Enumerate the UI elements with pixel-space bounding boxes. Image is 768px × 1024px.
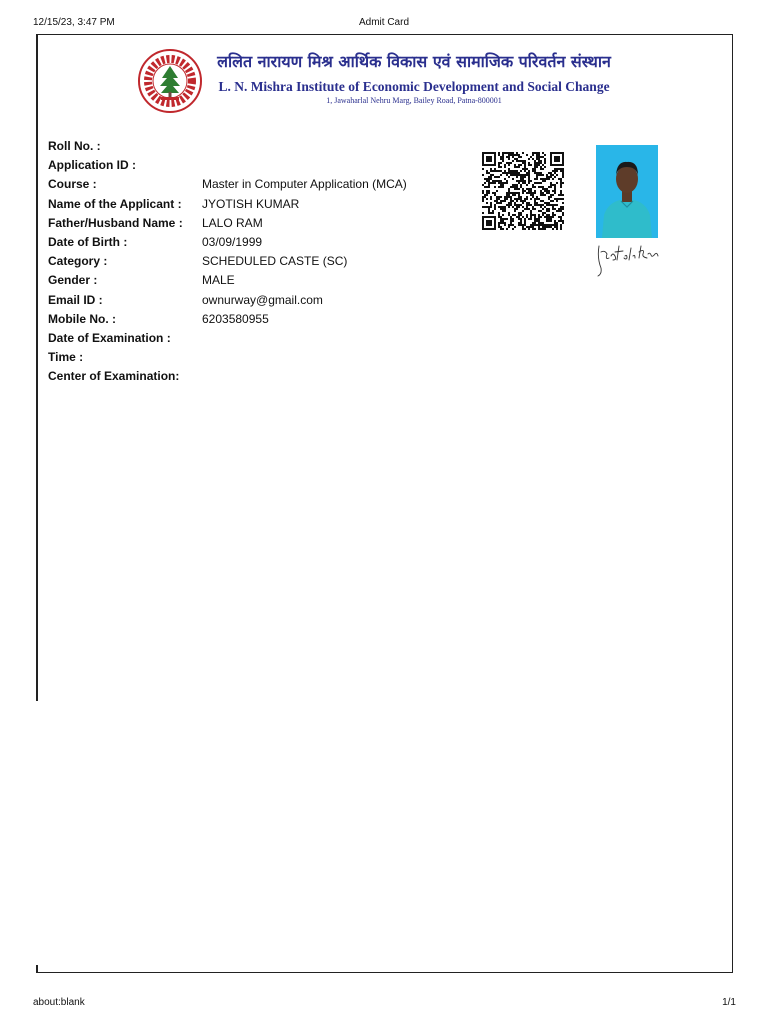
institute-address: 1, Jawaharlal Nehru Marg, Bailey Road, Patna-800001: [326, 96, 502, 105]
field-row: [48, 252, 488, 271]
field-label: Mobile No. :: [48, 311, 116, 326]
field-value: Master in Computer Application (MCA): [202, 177, 407, 192]
field-row: [48, 310, 488, 329]
field-label: Category :: [48, 254, 108, 269]
field-value: 6203580955: [202, 311, 269, 326]
applicant-signature: [593, 238, 663, 278]
field-value: LALO RAM: [202, 215, 263, 230]
institute-name-hindi: ललित नारायण मिश्र आर्थिक विकास एवं सामाजिक परिवर्तन संस्थान: [217, 52, 611, 71]
field-label: Email ID :: [48, 292, 103, 307]
field-label: Application ID :: [48, 158, 136, 173]
institute-banner: [137, 45, 623, 113]
field-label: Roll No. :: [48, 139, 101, 153]
field-label: Course :: [48, 177, 97, 192]
field-row: [48, 214, 488, 233]
field-row: [48, 348, 488, 367]
field-row: [48, 329, 488, 348]
qr-code-icon: [482, 152, 564, 230]
card-bottom-left-tick: [36, 965, 38, 973]
applicant-photo: [596, 145, 658, 238]
card-left-border: [36, 34, 38, 701]
institute-emblem-icon: [137, 48, 203, 114]
field-label: Date of Birth :: [48, 234, 128, 249]
field-value: 03/09/1999: [202, 234, 263, 249]
field-label: Date of Examination :: [48, 330, 171, 345]
field-value: MALE: [202, 273, 235, 288]
field-row: [48, 175, 488, 194]
field-value: JYOTISH KUMAR: [202, 196, 300, 211]
print-footer: [0, 997, 768, 1011]
field-label: Gender :: [48, 273, 98, 288]
applicant-details: [48, 137, 488, 386]
field-row: [48, 156, 488, 175]
field-row: [48, 367, 488, 386]
print-page-number: 1/1: [722, 997, 736, 1008]
field-row: [48, 271, 488, 290]
field-row: [48, 137, 488, 156]
field-label: Father/Husband Name :: [48, 215, 183, 230]
admit-card: [37, 34, 733, 973]
field-value: ownurway@gmail.com: [202, 292, 323, 307]
print-header: [0, 17, 768, 31]
field-row: [48, 291, 488, 310]
field-row: [48, 233, 488, 252]
field-label: Time :: [48, 350, 84, 365]
print-page-title: Admit Card: [358, 17, 409, 28]
field-label: Name of the Applicant :: [48, 196, 182, 211]
field-value: SCHEDULED CASTE (SC): [202, 254, 348, 269]
institute-name-english: L. N. Mishra Institute of Economic Development and Social Change: [218, 79, 610, 94]
print-url: about:blank: [33, 997, 85, 1008]
print-timestamp: 12/15/23, 3:47 PM: [33, 17, 115, 28]
field-label: Center of Examination:: [48, 369, 180, 384]
field-row: [48, 195, 488, 214]
